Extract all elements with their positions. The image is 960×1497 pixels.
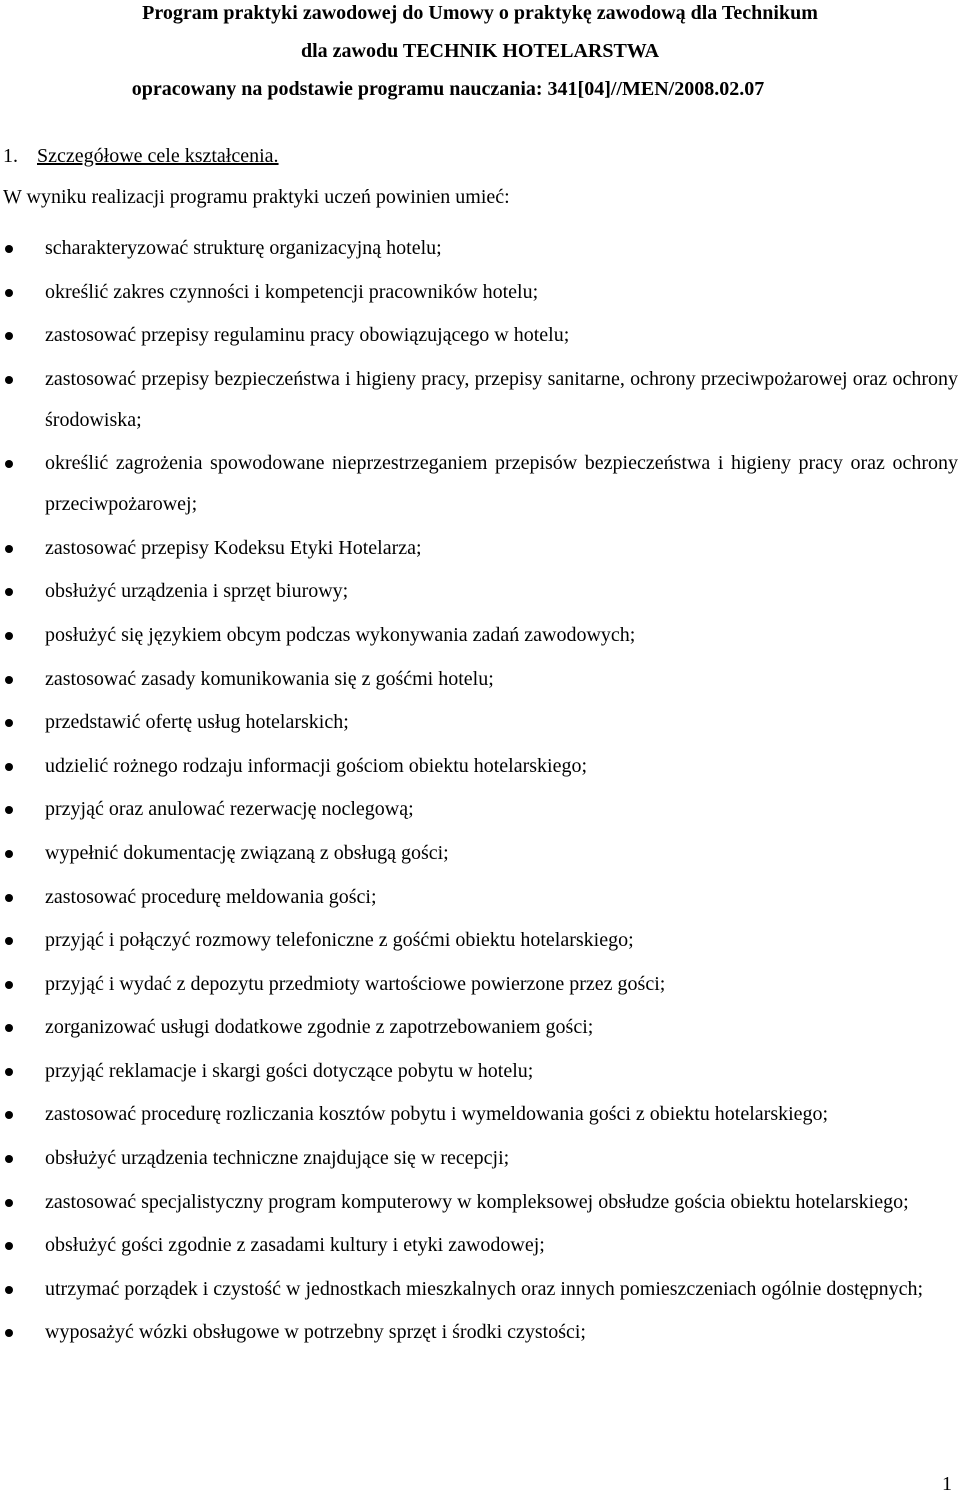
list-item-text: zastosować procedurę rozliczania kosztów pobytu i wymeldowania gości z obiektu hotelarskiego; <box>45 1103 829 1126</box>
list-item-text: zastosować przepisy regulaminu pracy obowiązującego w hotelu; <box>45 324 570 347</box>
list-item <box>0 571 960 612</box>
list-item <box>0 1051 960 1092</box>
bullet-icon <box>5 676 13 684</box>
list-item <box>0 272 960 313</box>
list-item-text: zorganizować usługi dodatkowe zgodnie z zapotrzebowaniem gości; <box>45 1016 594 1039</box>
bullet-icon <box>5 937 13 945</box>
list-item-text: zastosować specjalistyczny program komputerowy w kompleksowej obsłudze gościa obiektu hotelarskiego; <box>45 1190 909 1213</box>
bullet-icon <box>5 460 13 468</box>
list-item-text: obsłużyć urządzenia techniczne znajdujące się w recepcji; <box>45 1146 510 1169</box>
bullet-icon <box>5 588 13 596</box>
list-item <box>0 1007 960 1048</box>
list-item <box>0 659 960 700</box>
bullet-icon <box>5 632 13 640</box>
objectives-list <box>0 228 960 1356</box>
list-item-text: przyjąć i wydać z depozytu przedmioty wartościowe powierzone przez gości; <box>45 972 666 995</box>
list-item <box>0 746 960 787</box>
document-title-line-3: opracowany na podstawie programu nauczania: 341[04]//MEN/2008.02.07 <box>131 78 765 100</box>
list-item <box>0 877 960 918</box>
section-number: 1. <box>3 145 18 167</box>
bullet-icon <box>5 376 13 384</box>
list-item-text: scharakteryzować strukturę organizacyjną hotelu; <box>45 237 442 259</box>
list-item-text: utrzymać porządek i czystość w jednostkach mieszkalnych oraz innych pomieszczeniach ogólnie dostępnych; <box>45 1277 924 1300</box>
list-item-text: obsłużyć gości zgodnie z zasadami kultury i etyki zawodowej; <box>45 1234 545 1257</box>
list-item <box>0 964 960 1005</box>
list-item-text: zastosować przepisy bezpieczeństwa i higieny pracy, przepisy sanitarne, ochrony przeciwpożarowej oraz ochrony środowiska; <box>45 367 958 431</box>
intro-paragraph: W wyniku realizacji programu praktyki uczeń powinien umieć: <box>3 186 510 208</box>
bullet-icon <box>5 245 13 253</box>
bullet-icon <box>5 1199 13 1207</box>
list-item-text: określić zakres czynności i kompetencji pracowników hotelu; <box>45 280 539 303</box>
list-item <box>0 1225 960 1266</box>
bullet-icon <box>5 850 13 858</box>
list-item <box>0 443 960 525</box>
list-item-text: zastosować procedurę meldowania gości; <box>45 885 377 908</box>
list-item <box>0 1269 960 1310</box>
bullet-icon <box>5 1068 13 1076</box>
list-item <box>0 1312 960 1353</box>
list-item-text: zastosować zasady komunikowania się z gośćmi hotelu; <box>45 667 494 690</box>
bullet-icon <box>5 894 13 902</box>
bullet-icon <box>5 806 13 814</box>
list-item <box>0 359 960 441</box>
list-item <box>0 528 960 569</box>
bullet-icon <box>5 289 13 297</box>
list-item-text: posłużyć się językiem obcym podczas wykonywania zadań zawodowych; <box>45 624 636 647</box>
list-item-text: wyposażyć wózki obsługowe w potrzebny sprzęt i środki czystości; <box>45 1321 586 1344</box>
bullet-icon <box>5 719 13 727</box>
bullet-icon <box>5 1286 13 1294</box>
page-number: 1 <box>942 1473 952 1495</box>
bullet-icon <box>5 1329 13 1337</box>
list-item-text: przyjąć oraz anulować rezerwację noclegową; <box>45 798 414 821</box>
list-item <box>0 615 960 656</box>
list-item-text: przedstawić ofertę usług hotelarskich; <box>45 711 349 734</box>
bullet-icon <box>5 332 13 340</box>
list-item-text: wypełnić dokumentację związaną z obsługą gości; <box>45 841 449 864</box>
bullet-icon <box>5 1242 13 1250</box>
list-item <box>0 1182 960 1223</box>
list-item <box>0 702 960 743</box>
list-item-text: obsłużyć urządzenia i sprzęt biurowy; <box>45 580 349 603</box>
list-item-text: udzielić rożnego rodzaju informacji gościom obiektu hotelarskiego; <box>45 754 588 777</box>
section-heading <box>3 144 279 168</box>
list-item <box>0 1094 960 1135</box>
list-item-text: przyjąć reklamacje i skargi gości dotyczące pobytu w hotelu; <box>45 1059 534 1082</box>
list-item <box>0 1138 960 1179</box>
bullet-icon <box>5 1155 13 1163</box>
list-item-text: określić zagrożenia spowodowane nieprzestrzeganiem przepisów bezpieczeństwa i higieny pracy oraz ochrony przeciwpożarowej; <box>45 452 958 516</box>
document-title-line-1: Program praktyki zawodowej do Umowy o praktykę zawodową dla Technikum <box>142 2 818 24</box>
bullet-icon <box>5 1111 13 1119</box>
document-title-line-2: dla zawodu TECHNIK HOTELARSTWA <box>300 40 660 62</box>
bullet-icon <box>5 763 13 771</box>
list-item <box>0 228 960 269</box>
list-item <box>0 789 960 830</box>
bullet-icon <box>5 1024 13 1032</box>
list-item <box>0 833 960 874</box>
list-item-text: zastosować przepisy Kodeksu Etyki Hotelarza; <box>45 536 422 559</box>
list-item <box>0 920 960 961</box>
section-title: Szczegółowe cele kształcenia. <box>37 145 279 167</box>
list-item-text: przyjąć i połączyć rozmowy telefoniczne z gośćmi obiektu hotelarskiego; <box>45 929 634 952</box>
list-item <box>0 315 960 356</box>
bullet-icon <box>5 981 13 989</box>
bullet-icon <box>5 545 13 553</box>
